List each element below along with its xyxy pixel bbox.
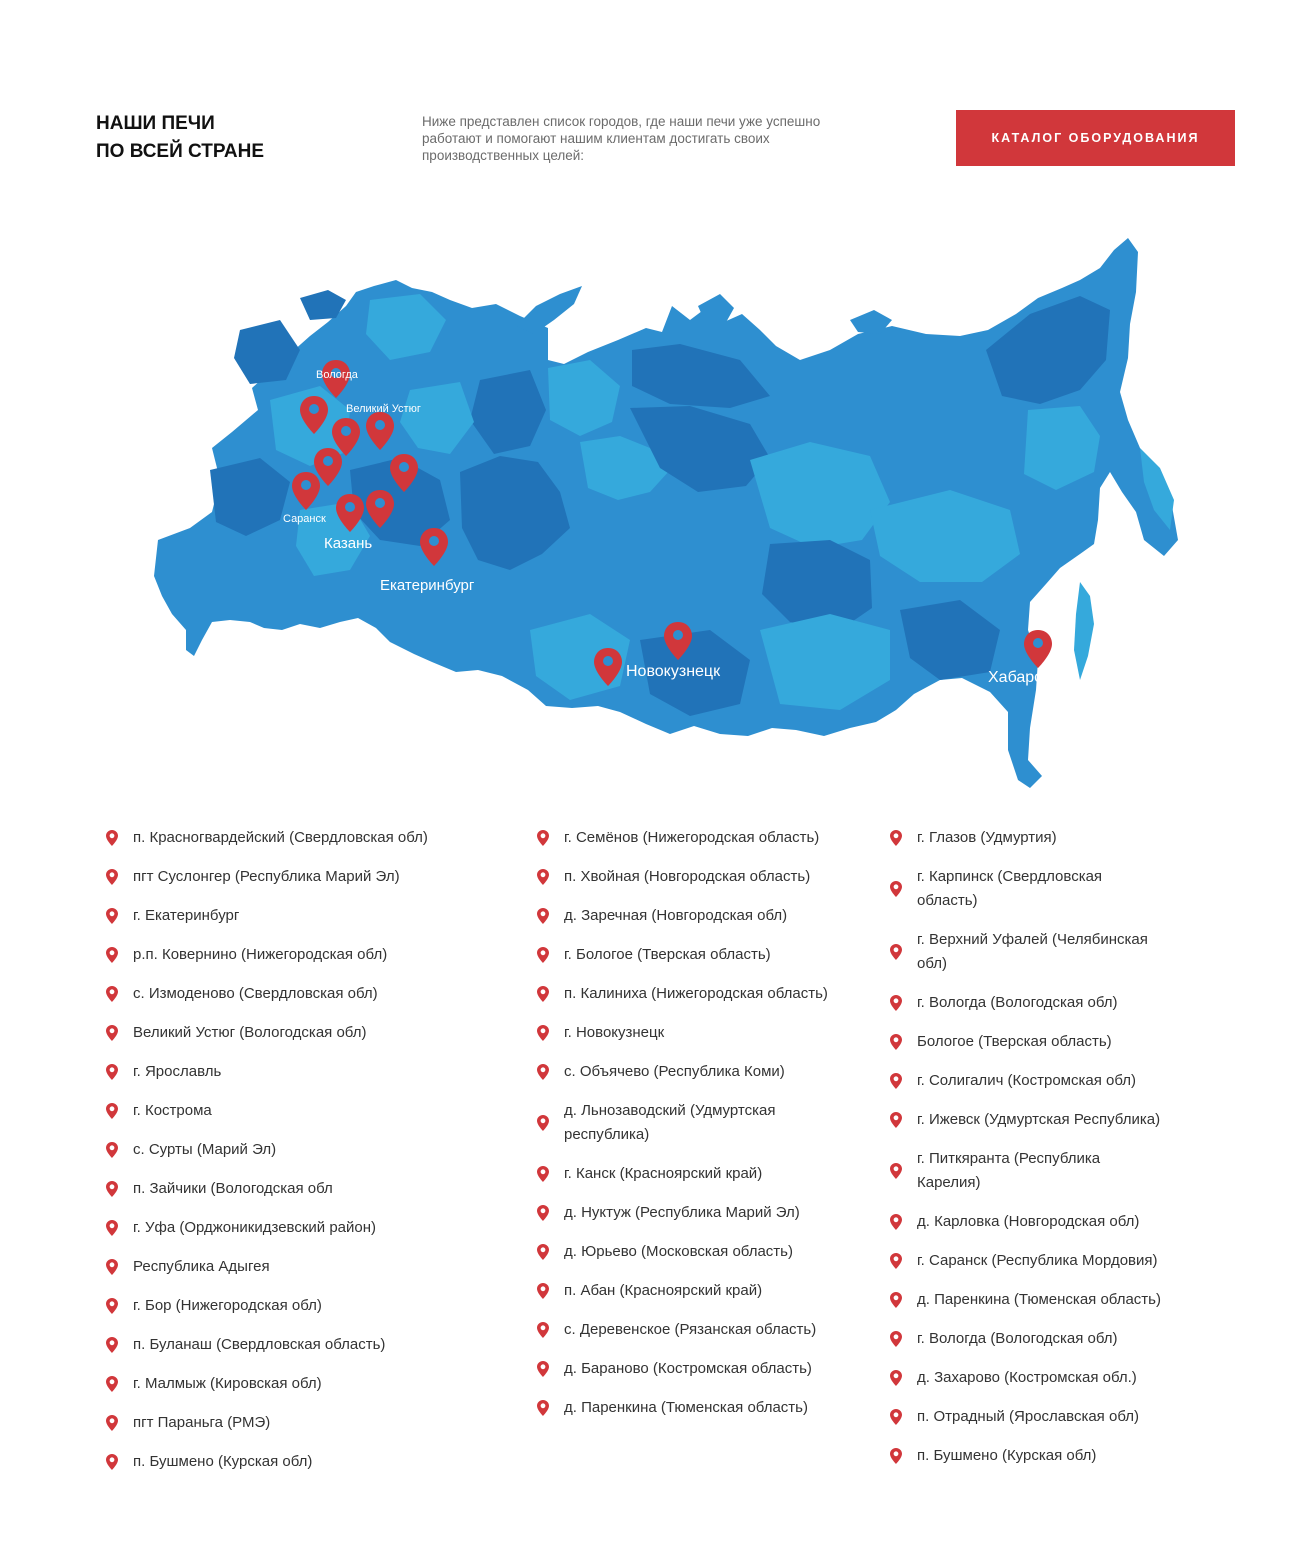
city-name: г. Малмыж (Кировская обл) [133,1374,322,1392]
city-name: п. Красногвардейский (Свердловская обл) [133,828,428,846]
list-item [537,1193,877,1232]
map-pin-icon [106,1454,118,1470]
map-pin-icon [106,1259,118,1275]
city-name: п. Бушмено (Курская обл) [133,1452,313,1470]
map-pin-icon [106,1337,118,1353]
city-name: р.п. Ковернино (Нижегородская обл) [133,945,388,963]
city-name: пгт Суслонгер (Республика Марий Эл) [133,867,400,885]
city-name: г. Уфа (Орджоникидзевский район) [133,1218,377,1236]
city-name: г. Вологда (Вологодская обл) [917,993,1118,1011]
city-name: п. Бушмено (Курская обл) [917,1446,1097,1464]
city-name: д. Паренкина (Тюменская область) [917,1290,1161,1308]
city-name: г. Ижевск (Удмуртская Республика) [917,1110,1161,1128]
map-pin-icon [890,1253,902,1269]
city-name: п. Хвойная (Новгородская область) [564,867,811,885]
city-name: г. Ярославль [133,1062,222,1080]
list-item [890,1436,1190,1475]
map-pin-icon [537,1205,549,1221]
list-item [106,1325,516,1364]
map-pin-icon [537,1064,549,1080]
map-pin-icon [537,869,549,885]
city-name: г. Карпинск (Свердловская область) [917,867,1103,909]
map-island-novaya-zemlya [516,286,582,334]
map-label-khabarovsk: Хабаровск [988,669,1067,686]
russia-map [150,210,1180,790]
list-item [890,1202,1190,1241]
list-item [106,857,516,896]
map-pin-icon [106,1376,118,1392]
map-pin-icon [890,1292,902,1308]
map-pin-icon [106,1220,118,1236]
city-name: с. Измоденово (Свердловская обл) [133,984,378,1002]
list-item [890,1358,1190,1397]
list-item [106,1013,516,1052]
catalog-button[interactable]: КАТАЛОГ ОБОРУДОВАНИЯ [956,110,1235,166]
city-list-col-1 [106,818,516,1481]
map-pin-icon [106,1181,118,1197]
list-item [537,1388,877,1427]
map-pin-icon [106,1025,118,1041]
list-item [106,1130,516,1169]
city-name: г. Солигалич (Костромская обл) [917,1071,1137,1089]
city-name: п. Зайчики (Вологодская обл [133,1179,333,1197]
city-name: п. Калиниха (Нижегородская область) [564,984,828,1002]
city-name: г. Вологда (Вологодская обл) [917,1329,1118,1347]
city-name: д. Карловка (Новгородская обл) [917,1212,1140,1230]
map-pin-icon [890,1448,902,1464]
map-pin-icon [106,1142,118,1158]
map-pin-icon [537,1166,549,1182]
map-pin-icon [537,986,549,1002]
map-pin-icon [537,1361,549,1377]
map-island-sakhalin [1074,582,1094,680]
map-pin-icon [537,1322,549,1338]
list-item [537,1310,877,1349]
list-item [890,983,1190,1022]
list-item [537,857,877,896]
city-name: г. Верхний Уфалей (Челябинская обл) [917,930,1148,972]
map-pin-icon [890,944,902,960]
list-item [537,818,877,857]
map-label-vologda: Вологда [316,369,358,381]
map-pin-icon [537,1025,549,1041]
map-pin-icon [890,1214,902,1230]
map-pin-icon [537,1400,549,1416]
city-name: Республика Адыгея [133,1257,270,1275]
city-name: п. Отрадный (Ярославская обл) [917,1407,1139,1425]
map-pin-icon [537,830,549,846]
list-item [106,1208,516,1247]
city-name: д. Бараново (Костромская область) [564,1359,812,1377]
list-item [890,920,1190,983]
list-item [106,1403,516,1442]
map-pin-icon [890,1073,902,1089]
city-name: д. Заречная (Новгородская обл) [564,906,788,924]
list-item [106,935,516,974]
list-item [537,1052,877,1091]
map-pin-icon [106,1415,118,1431]
section-title [96,110,396,166]
list-item [890,857,1190,920]
list-item [537,1349,877,1388]
city-name: г. Питкяранта (Республика Карелия) [917,1149,1101,1191]
city-name: Бологое (Тверская область) [917,1032,1112,1050]
map-label-saransk: Саранск [283,513,326,525]
map-pin-icon [890,1163,902,1179]
map-pin-icon [106,947,118,963]
list-item [890,1319,1190,1358]
city-name: г. Семёнов (Нижегородская область) [564,828,820,846]
list-item [890,818,1190,857]
list-item [537,1091,877,1154]
city-name: д. Льнозаводский (Удмуртская республика) [564,1101,776,1143]
list-item [106,1364,516,1403]
map-pin-icon [537,908,549,924]
list-item [537,1154,877,1193]
list-item [537,974,877,1013]
map-pin-icon [106,1298,118,1314]
city-name: г. Новокузнецк [564,1023,665,1041]
map-pin-icon [890,1409,902,1425]
map-pin-icon [537,1283,549,1299]
city-name: г. Глазов (Удмуртия) [917,828,1057,846]
section-title-line-2: ПО ВСЕЙ СТРАНЕ [96,141,265,162]
list-item [890,1241,1190,1280]
city-name: г. Бор (Нижегородская обл) [133,1296,322,1314]
list-item [106,974,516,1013]
map-pin-icon [890,1331,902,1347]
map-pin-icon [890,995,902,1011]
list-item [106,1169,516,1208]
map-label-ekaterinburg: Екатеринбург [380,577,475,594]
city-name: д. Нуктуж (Республика Марий Эл) [564,1203,800,1221]
list-item [890,1139,1190,1202]
city-name: п. Буланаш (Свердловская область) [133,1335,386,1353]
city-name: с. Сурты (Марий Эл) [133,1140,277,1158]
city-name: д. Захарово (Костромская обл.) [917,1368,1137,1386]
map-pin-icon [537,947,549,963]
list-item [890,1061,1190,1100]
city-name: г. Саранск (Республика Мордовия) [917,1251,1158,1269]
map-pin-icon [890,1034,902,1050]
map-pin-icon [890,881,902,897]
list-item [890,1100,1190,1139]
map-pin-icon [106,1103,118,1119]
list-item [106,1247,516,1286]
list-item [890,1022,1190,1061]
city-name: пгт Параньга (РМЭ) [133,1413,271,1431]
map-pin-icon [106,869,118,885]
map-label-velikiy-ustyug: Великий Устюг [346,403,421,415]
map-label-novokuznetsk: Новокузнецк [626,663,721,680]
city-name: г. Бологое (Тверская область) [564,945,771,963]
list-item [106,1052,516,1091]
list-item [537,1013,877,1052]
list-item [890,1280,1190,1319]
map-pin-icon [106,830,118,846]
list-item [890,1397,1190,1436]
list-item [106,1091,516,1130]
city-name: с. Объячево (Республика Коми) [564,1062,785,1080]
map-pin-icon [106,1064,118,1080]
section-description: Ниже представлен список городов, где наши печи уже успешно работают и помогают нашим клиентам достигать своих производственных целей: [422,114,821,163]
city-name: д. Юрьево (Московская область) [564,1242,793,1260]
map-pin-icon [890,830,902,846]
list-item [106,1286,516,1325]
city-name: с. Деревенское (Рязанская область) [564,1320,817,1338]
list-item [106,818,516,857]
city-name: Великий Устюг (Вологодская обл) [133,1023,367,1041]
list-item [537,896,877,935]
city-name: г. Екатеринбург [133,906,240,924]
map-label-kazan: Казань [324,535,373,552]
list-item [537,1232,877,1271]
city-name: д. Паренкина (Тюменская область) [564,1398,808,1416]
map-pin-icon [537,1244,549,1260]
city-name: г. Кострома [133,1101,212,1119]
map-pin-icon [106,986,118,1002]
map-pin-icon [537,1115,549,1131]
city-list-col-2 [537,818,877,1427]
map-pin-icon [890,1370,902,1386]
list-item [106,896,516,935]
russia-map-svg [150,210,1180,790]
map-pin-icon [106,908,118,924]
list-item [106,1442,516,1481]
list-item [537,935,877,974]
city-name: г. Канск (Красноярский край) [564,1164,763,1182]
list-item [537,1271,877,1310]
city-name: п. Абан (Красноярский край) [564,1281,763,1299]
city-list-col-3 [890,818,1190,1475]
section-title-line-1: НАШИ ПЕЧИ [96,113,215,134]
map-pin-icon [890,1112,902,1128]
